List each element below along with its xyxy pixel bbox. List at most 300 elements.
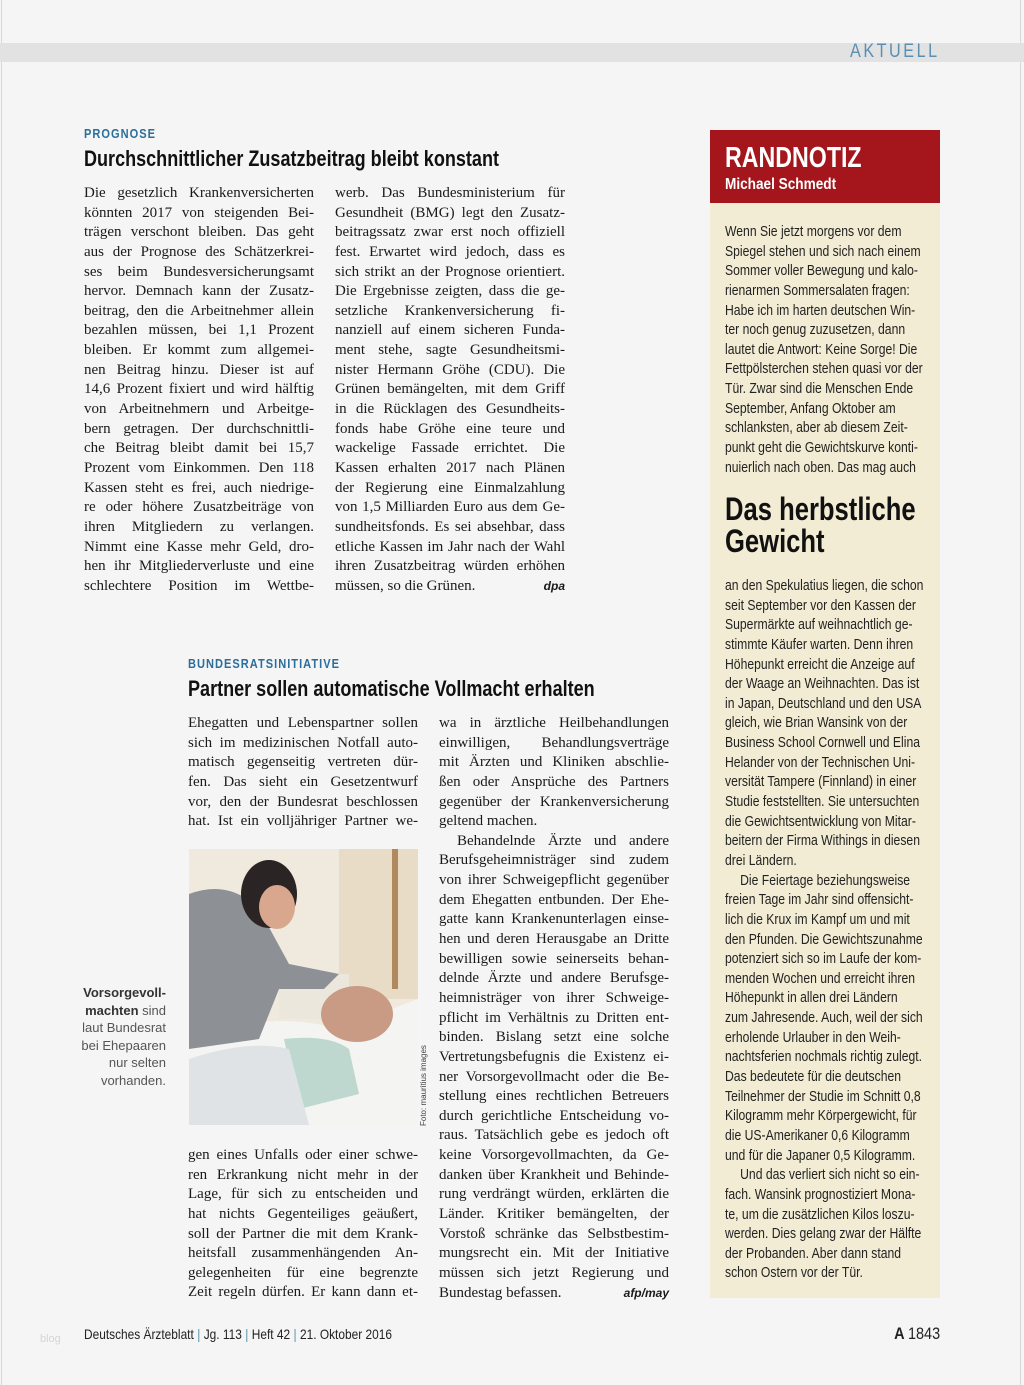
text-line	[725, 1147, 927, 1167]
text-line-content: Die Ergebnisse zeigten, dass die ge-	[335, 283, 565, 300]
text-line	[335, 184, 565, 204]
text-line	[725, 793, 927, 813]
text-line-content: Das bedeutete für die deutschen	[725, 1069, 902, 1086]
text-line-content: nen Beitrag hinzu. Dieser ist auf	[84, 361, 314, 378]
text-line	[439, 930, 669, 950]
sidebar-headline	[725, 493, 916, 557]
text-line	[725, 754, 927, 774]
text-line	[439, 1009, 669, 1029]
text-line-content: schlechtere Position im Wettbe-	[84, 577, 314, 594]
text-line	[84, 184, 314, 204]
text-line	[439, 1185, 669, 1205]
page-prefix: A	[894, 1324, 905, 1343]
text-line	[439, 832, 669, 852]
text-line	[335, 243, 565, 263]
text-line-content: die US-Amerikaner 0,6 Kilogramm	[725, 1127, 910, 1144]
text-line	[439, 989, 669, 1009]
sidebar-headline-line-2: Gewicht	[725, 523, 825, 559]
text-line	[335, 459, 565, 479]
text-line-content: ren Erkrankung nicht mehr in der	[188, 1166, 418, 1183]
text-line-content: werb. Das Bundesministerium für	[335, 185, 565, 201]
text-line-content: Business School Cornwell und Elina	[725, 735, 920, 752]
text-line	[725, 1009, 927, 1029]
text-line	[725, 1245, 927, 1265]
text-line	[725, 419, 927, 439]
text-line-content: gatte kann Krankenunterlagen einse-	[439, 911, 669, 928]
text-line	[725, 989, 927, 1009]
text-line	[188, 812, 418, 832]
text-line-content: potenziert sich so im Laufe der kom-	[725, 951, 922, 968]
text-line-content: ner Vorsorgevollmacht oder die Be-	[439, 1068, 669, 1085]
text-line	[725, 714, 927, 734]
text-line	[439, 1225, 669, 1245]
text-line-content: Tür. Zwar sind die Menschen Ende	[725, 381, 914, 398]
text-line	[725, 243, 927, 263]
text-line	[335, 439, 565, 459]
text-line-content: Berufsgeheimnisträger sind zudem	[439, 852, 669, 869]
text-line-content: ihren Zusatzbeitrag würden erhöhen	[335, 558, 565, 575]
text-line	[335, 577, 565, 597]
article-photo	[189, 849, 418, 1125]
article2-column-1-bottom	[188, 1146, 418, 1303]
text-line	[84, 361, 314, 381]
text-line-content: in die Rücklagen des Gesundheits-	[335, 401, 565, 418]
text-line	[188, 1185, 418, 1205]
text-line	[725, 439, 927, 459]
text-line-content: menden Wochen und erreicht ihren	[725, 970, 916, 987]
text-line-content: stellung eines rechtlichen Betreuers	[439, 1088, 669, 1105]
text-line	[725, 813, 927, 833]
text-line-content: pflicht im Verhältnis zu Dritten ent-	[439, 1009, 669, 1026]
text-line	[84, 204, 314, 224]
text-line-content: fest. Erwartet wird jedoch, dass es	[335, 243, 565, 260]
text-line	[439, 812, 669, 832]
text-line-content: setzliche Krankenversicherung fi-	[335, 302, 565, 319]
text-line	[725, 656, 927, 676]
sidebar-author: Michael Schmedt	[725, 176, 837, 193]
text-line-content: mit Ärzten und Kliniken abschlie-	[439, 754, 669, 771]
text-line	[725, 616, 927, 636]
article1-column-1	[84, 184, 314, 596]
text-line	[439, 1284, 669, 1304]
footer-issue: Heft 42	[251, 1326, 291, 1342]
text-line	[725, 262, 927, 282]
text-line	[725, 1127, 927, 1147]
text-line	[439, 1107, 669, 1127]
text-line	[725, 459, 927, 479]
article2-column-1-top	[188, 714, 418, 832]
text-line-content: Wenn Sie jetzt morgens vor dem	[725, 224, 902, 240]
text-line	[725, 950, 927, 970]
text-line-content: September, Anfang Oktober am	[725, 400, 896, 417]
text-line	[84, 459, 314, 479]
caption-bold: Vorsorgevoll-machten	[83, 985, 166, 1018]
text-line-content: könnten 2017 von steigenden Bei-	[84, 204, 314, 221]
text-line	[725, 872, 927, 892]
article1-headline: Durchschnittlicher Zusatzbeitrag bleibt konstant	[84, 146, 499, 171]
text-line	[335, 223, 565, 243]
text-line-content: wackelige Fassade errichtet. Die	[335, 440, 565, 457]
text-line	[84, 282, 314, 302]
text-line-content: bern getragen. Der durchschnittli-	[84, 420, 314, 437]
text-line-content: sich im medizinischen Notfall auto-	[188, 734, 418, 751]
text-line	[188, 1166, 418, 1186]
text-line-content: ihren Mitgliedern zu verlangen.	[84, 518, 314, 535]
text-line	[439, 950, 669, 970]
text-line	[188, 714, 418, 734]
text-line	[439, 891, 669, 911]
text-line-content: sich strikt an der Prognose orientiert.	[335, 263, 565, 280]
text-line-content: zum Jahresende. Auch, weil der sich	[725, 1010, 923, 1027]
sidebar-header	[710, 130, 940, 203]
text-line	[439, 1146, 669, 1166]
text-line-content: te, um die zusätzlichen Kilos loszu-	[725, 1206, 915, 1223]
footer-date: 21. Oktober 2016	[300, 1326, 392, 1342]
text-line-content: binden. Bislang setzt eine solche	[439, 1029, 669, 1046]
text-line-content: che Beitrag bleibt damit bei 15,7	[84, 440, 314, 457]
text-line-content: rung verdrängt würden, erklärten die	[439, 1186, 669, 1203]
author-signature: dpa	[543, 578, 565, 593]
article2-headline: Partner sollen automatische Vollmacht erhalten	[188, 676, 595, 701]
text-line-content: re oder höhere Zusatzbeiträge von	[84, 499, 314, 516]
text-line	[439, 1244, 669, 1264]
text-line	[188, 1283, 418, 1303]
text-line	[84, 380, 314, 400]
text-line-content: fen. Das sieht ein Gesetzentwurf	[188, 773, 418, 790]
text-line-content: keine Vorsorgevollmachten, da Ge-	[439, 1147, 669, 1164]
text-line-content: beitragssatz zwar erst noch offiziell	[335, 224, 565, 241]
footer-publication: Deutsches Ärzteblatt	[84, 1326, 194, 1342]
text-line-content: Prozent vom Einkommen. Den 118	[84, 459, 314, 476]
text-line	[188, 1205, 418, 1225]
text-line	[439, 734, 669, 754]
text-line	[84, 538, 314, 558]
text-line	[188, 734, 418, 754]
text-line	[84, 577, 314, 597]
text-line	[725, 360, 927, 380]
text-line	[84, 321, 314, 341]
text-line	[725, 577, 927, 597]
text-line-content: von 1,5 Milliarden Euro aus dem Ge-	[335, 499, 565, 516]
sidebar-headline-line-1: Das herbstliche	[725, 491, 916, 527]
text-line	[725, 1029, 927, 1049]
text-line	[335, 498, 565, 518]
text-line	[725, 1186, 927, 1206]
text-line	[335, 538, 565, 558]
text-line-content: hen ihr Mitgliederverluste und eine	[84, 558, 314, 575]
text-line	[439, 1126, 669, 1146]
text-line-content: von Arbeitnehmern und Arbeitge-	[84, 401, 314, 418]
text-line	[439, 753, 669, 773]
text-line	[725, 852, 927, 872]
text-line-content: Vertretungsbefugnis die Existenz ei-	[439, 1048, 669, 1065]
photo-credit: Foto: mauritius images	[419, 1045, 428, 1126]
text-line	[188, 793, 418, 813]
text-line-content: lautet die Antwort: Keine Sorge! Die	[725, 341, 918, 358]
text-line	[725, 695, 927, 715]
text-line	[335, 341, 565, 361]
text-line-content: Gesundheit (BMG) legt den Zusatz-	[335, 204, 565, 221]
text-line	[84, 479, 314, 499]
text-line-content: lich die Krux im Kampf um und mit	[725, 911, 910, 928]
text-line-content: Fettpölsterchen stehen quasi vor der	[725, 361, 923, 378]
text-line	[725, 911, 927, 931]
sidebar-title: RANDNOTIZ	[725, 142, 862, 174]
text-line	[84, 420, 314, 440]
text-line	[725, 380, 927, 400]
text-line	[188, 1146, 418, 1166]
text-line	[725, 1088, 927, 1108]
text-line-content: bewilligen sowie seinerseits behan-	[439, 950, 669, 967]
sidebar-text-part-2	[725, 577, 927, 1284]
text-line	[439, 851, 669, 871]
text-line	[725, 970, 927, 990]
text-line-content: Die Feiertage beziehungsweise	[740, 872, 911, 889]
text-line-content: der Regierung eine Einmalzahlung	[335, 479, 565, 496]
text-line-content: gegenüber der Krankenversicherung	[439, 793, 669, 810]
text-line	[335, 204, 565, 224]
text-line	[188, 1244, 418, 1264]
text-line-content: nuierlich nach oben. Das mag auch	[725, 459, 916, 476]
text-line-content: Höhepunkt in allen drei Ländern	[725, 990, 898, 1007]
text-line	[84, 263, 314, 283]
text-line-content: gen eines Unfalls oder einer schwe-	[188, 1147, 418, 1163]
text-line-content: dem Ehegatten entbunden. Der Ehe-	[439, 891, 669, 908]
text-line	[439, 1166, 669, 1186]
text-line-content: Teilnehmer der Studie im Schnitt 0,8	[725, 1088, 921, 1105]
text-line-content: ses beim Bundesversicherungsamt	[84, 263, 314, 280]
text-line-content: Bundestag befassen.	[439, 1284, 562, 1301]
text-line-content: drei Ländern.	[725, 852, 797, 869]
caption-text: sind laut Bundesrat bei Ehepaaren nur selten vorhanden.	[81, 1002, 166, 1088]
text-line	[439, 1264, 669, 1284]
text-line-content: der Waage an Weihnachten. Das ist	[725, 676, 920, 693]
text-line-content: punkt geht die Gewichtskurve konti-	[725, 440, 918, 457]
text-line-content: und für die Japaner 0,5 Kilogramm.	[725, 1147, 916, 1164]
text-line	[725, 282, 927, 302]
text-line	[725, 321, 927, 341]
text-line	[725, 1068, 927, 1088]
text-line-content: Habe ich im harten deutschen Win-	[725, 302, 916, 319]
sidebar-text-part-1	[725, 223, 927, 478]
text-line-content: matisch gegenseitig vertreten dür-	[188, 754, 418, 771]
text-line-content: wa in ärztliche Heilbehandlungen	[439, 715, 669, 731]
text-line	[335, 361, 565, 381]
text-line	[439, 871, 669, 891]
text-line	[439, 714, 669, 734]
text-line-content: stimmte Käufer warten. Denn ihren	[725, 636, 914, 653]
watermark: blog	[40, 1333, 61, 1345]
text-line	[725, 832, 927, 852]
text-line-content: Nimmt eine Kasse mehr Geld, dro-	[84, 538, 314, 555]
text-line-content: Behandelnde Ärzte und andere	[457, 832, 669, 849]
footer-publication-info: Deutsches Ärzteblatt | Jg. 113 | Heft 42 | 21. Oktober 2016	[84, 1326, 392, 1342]
text-line	[725, 636, 927, 656]
text-line	[335, 263, 565, 283]
text-line	[84, 518, 314, 538]
text-line-content: Vorstoß schränke das Selbstbestim-	[439, 1225, 669, 1242]
text-line-content: schlanksten, aber ab diesem Zeit-	[725, 420, 908, 437]
text-line	[725, 1225, 927, 1245]
text-line	[439, 1068, 669, 1088]
text-line-content: Ehegatten und Lebenspartner sollen	[188, 715, 418, 731]
text-line	[84, 243, 314, 263]
text-line	[725, 400, 927, 420]
text-line-content: Spiegel stehen und sich nach einem	[725, 243, 921, 260]
text-line-content: an den Spekulatius liegen, die schon	[725, 578, 924, 594]
text-line-content: Kilogramm mehr Körpergewicht, für	[725, 1108, 917, 1125]
text-line	[84, 341, 314, 361]
text-line	[725, 773, 927, 793]
article1-column-2	[335, 184, 565, 596]
text-line-content: Die gesetzlich Krankenversicherten	[84, 185, 314, 201]
text-line-content: Grünen bemängelten, mit dem Griff	[335, 381, 565, 398]
text-line	[188, 1225, 418, 1245]
text-line	[725, 1048, 927, 1068]
text-line-content: bezahlen müssen, bei 1,1 Prozent	[84, 322, 314, 339]
text-line-content: Helander von der Technischen Uni-	[725, 754, 916, 771]
text-line	[439, 1087, 669, 1107]
text-line	[439, 969, 669, 989]
text-line-content: geltend machen.	[439, 813, 538, 830]
text-line-content: Studie feststellten. Sie untersuchten	[725, 794, 920, 811]
text-line	[439, 1048, 669, 1068]
text-line-content: Zeit regeln dürfen. Er kann dann et-	[188, 1284, 418, 1301]
text-line-content: in Japan, Deutschland und den USA	[725, 695, 922, 712]
text-line	[439, 793, 669, 813]
text-line	[725, 1206, 927, 1226]
text-line-content: fach. Wansink prognostiziert Mona-	[725, 1186, 916, 1203]
text-line	[725, 302, 927, 322]
text-line-content: fonds habe Gröhe eine teure und	[335, 420, 565, 437]
text-line-content: Supermärkte auf weihnachtlich ge-	[725, 617, 913, 634]
footer-volume: Jg. 113	[203, 1326, 242, 1342]
text-line-content: freien Tage im Jahr sind offensicht-	[725, 892, 914, 909]
text-line-content: Länder. Kritiker bemängelten, der	[439, 1206, 669, 1223]
text-line-content: Kassen erhalten 2017 nach Plänen	[335, 459, 565, 476]
text-line-content: rienarmen Sommersalaten fragen:	[725, 282, 910, 299]
text-line-content: nanziell auf einem sicheren Funda-	[335, 322, 565, 339]
author-signature: afp/may	[623, 1285, 669, 1300]
text-line-content: den Pfunden. Die Gewichtszunahme	[725, 931, 923, 948]
text-line-content: soll der Partner die mit dem Krank-	[188, 1225, 418, 1242]
text-line-content: nister Hermann Gröhe (CDU). Die	[335, 361, 565, 378]
text-line-content: gleich, wie Brian Wansink von der	[725, 715, 908, 732]
photo-caption	[80, 984, 166, 1089]
text-line	[335, 321, 565, 341]
text-line	[725, 341, 927, 361]
text-line-content: bleiben. Er kommt zum allgemei-	[84, 342, 314, 359]
text-line-content: nachtsferien nochmals richtig zulegt.	[725, 1049, 923, 1066]
text-line-content: mungsrecht ein. Mit der Initiative	[439, 1245, 669, 1262]
text-line-content: hen und deren Herausgabe an Dritte	[439, 931, 669, 948]
text-line	[84, 557, 314, 577]
section-label: AKTUELL	[850, 41, 940, 62]
text-line-content: hat nichts Gegenteiliges geäußert,	[188, 1205, 418, 1222]
text-line	[335, 302, 565, 322]
text-line-content: versität Tampere (Finnland) in einer	[725, 774, 917, 791]
text-line-content: schon Ostern vor der Tür.	[725, 1265, 863, 1282]
sidebar-randnotiz	[710, 130, 940, 1298]
text-line	[335, 479, 565, 499]
text-line	[439, 1028, 669, 1048]
article2-kicker: BUNDESRATSINITIATIVE	[188, 656, 340, 671]
text-line-content: hervor. Demnach kann der Zusatz-	[84, 283, 314, 300]
text-line-content: Kassen steht es frei, auch niedrige-	[84, 479, 314, 496]
text-line-content: Lage, für sich zu entscheiden und	[188, 1186, 418, 1203]
text-line-content: heimnisträger von ihrer Schweige-	[439, 989, 669, 1006]
text-line	[84, 400, 314, 420]
text-line	[335, 557, 565, 577]
text-line	[439, 910, 669, 930]
text-line-content: der Probanden. Aber dann stand	[725, 1245, 902, 1262]
text-line	[335, 518, 565, 538]
text-line-content: trägen verschont bleiben. Das geht	[84, 224, 314, 241]
text-line	[725, 675, 927, 695]
text-line	[725, 223, 927, 243]
article1-kicker: PROGNOSE	[84, 126, 157, 141]
text-line-content: beitrag, den die Arbeitnehmer allein	[84, 302, 314, 319]
text-line	[188, 773, 418, 793]
text-line-content: heitsfall zusammenhängenden An-	[188, 1245, 418, 1262]
text-line	[84, 223, 314, 243]
text-line-content: ment stehe, sagte Gesundheitsmi-	[335, 342, 565, 359]
text-line-content: von ihrer Schweigepflicht gegenüber	[439, 872, 669, 889]
text-line-content: delnde Ärzte und andere Berufsge-	[439, 970, 669, 987]
page-number-value: 1843	[907, 1324, 940, 1343]
text-line-content: danken über Krankheit und Behinde-	[439, 1166, 669, 1183]
text-line	[725, 1264, 927, 1284]
text-line	[188, 1264, 418, 1284]
text-line	[725, 1166, 927, 1186]
text-line-content: hat. Ist ein volljähriger Partner we-	[188, 813, 418, 830]
text-line	[335, 420, 565, 440]
text-line-content: einwilligen, Behandlungsverträge	[439, 734, 669, 751]
text-line-content: werden. Dies gelang zwar der Hälfte	[725, 1226, 922, 1243]
article2-column-2	[439, 714, 669, 1303]
text-line	[725, 931, 927, 951]
text-line-content: müssen, so die Grünen.	[335, 577, 476, 594]
text-line	[439, 773, 669, 793]
text-line-content: sundheitsfonds. Es sei absehbar, dass	[335, 518, 565, 535]
text-line	[725, 1107, 927, 1127]
text-line-content: seit September vor den Kassen der	[725, 597, 916, 614]
text-line-content: raus. Tatsächlich gebe es jedoch oft	[439, 1127, 669, 1144]
text-line	[84, 498, 314, 518]
text-line-content: ßen oder Ansprüche des Partners	[439, 773, 669, 790]
text-line	[725, 734, 927, 754]
text-line-content: die Gewichtsentwicklung von Mitar-	[725, 813, 916, 830]
text-line	[335, 400, 565, 420]
text-line	[335, 282, 565, 302]
text-line-content: ter noch genug zuzusetzen, dann	[725, 322, 906, 339]
text-line-content: Sommer voller Bewegung und kalo-	[725, 263, 918, 280]
text-line-content: beitern der Firma Withings in diesen	[725, 833, 920, 850]
text-line-content: vor, den der Bundesrat beschlossen	[188, 793, 418, 810]
page-number	[894, 1324, 940, 1344]
text-line-content: erholende Urlauber in den Weih-	[725, 1029, 901, 1046]
text-line	[188, 753, 418, 773]
text-line-content: gelegenheiten für eine begrenzte	[188, 1264, 418, 1281]
text-line	[335, 380, 565, 400]
text-line	[439, 1205, 669, 1225]
text-line-content: Höhepunkt erreicht die Anzeige auf	[725, 656, 915, 673]
text-line-content: 14,6 Prozent fixiert und wird hälftig	[84, 381, 314, 398]
text-line	[725, 597, 927, 617]
text-line-content: durch gerichtliche Entscheidung vo-	[439, 1107, 669, 1124]
text-line	[84, 439, 314, 459]
text-line-content: Und das verliert sich nicht so ein-	[740, 1167, 920, 1184]
